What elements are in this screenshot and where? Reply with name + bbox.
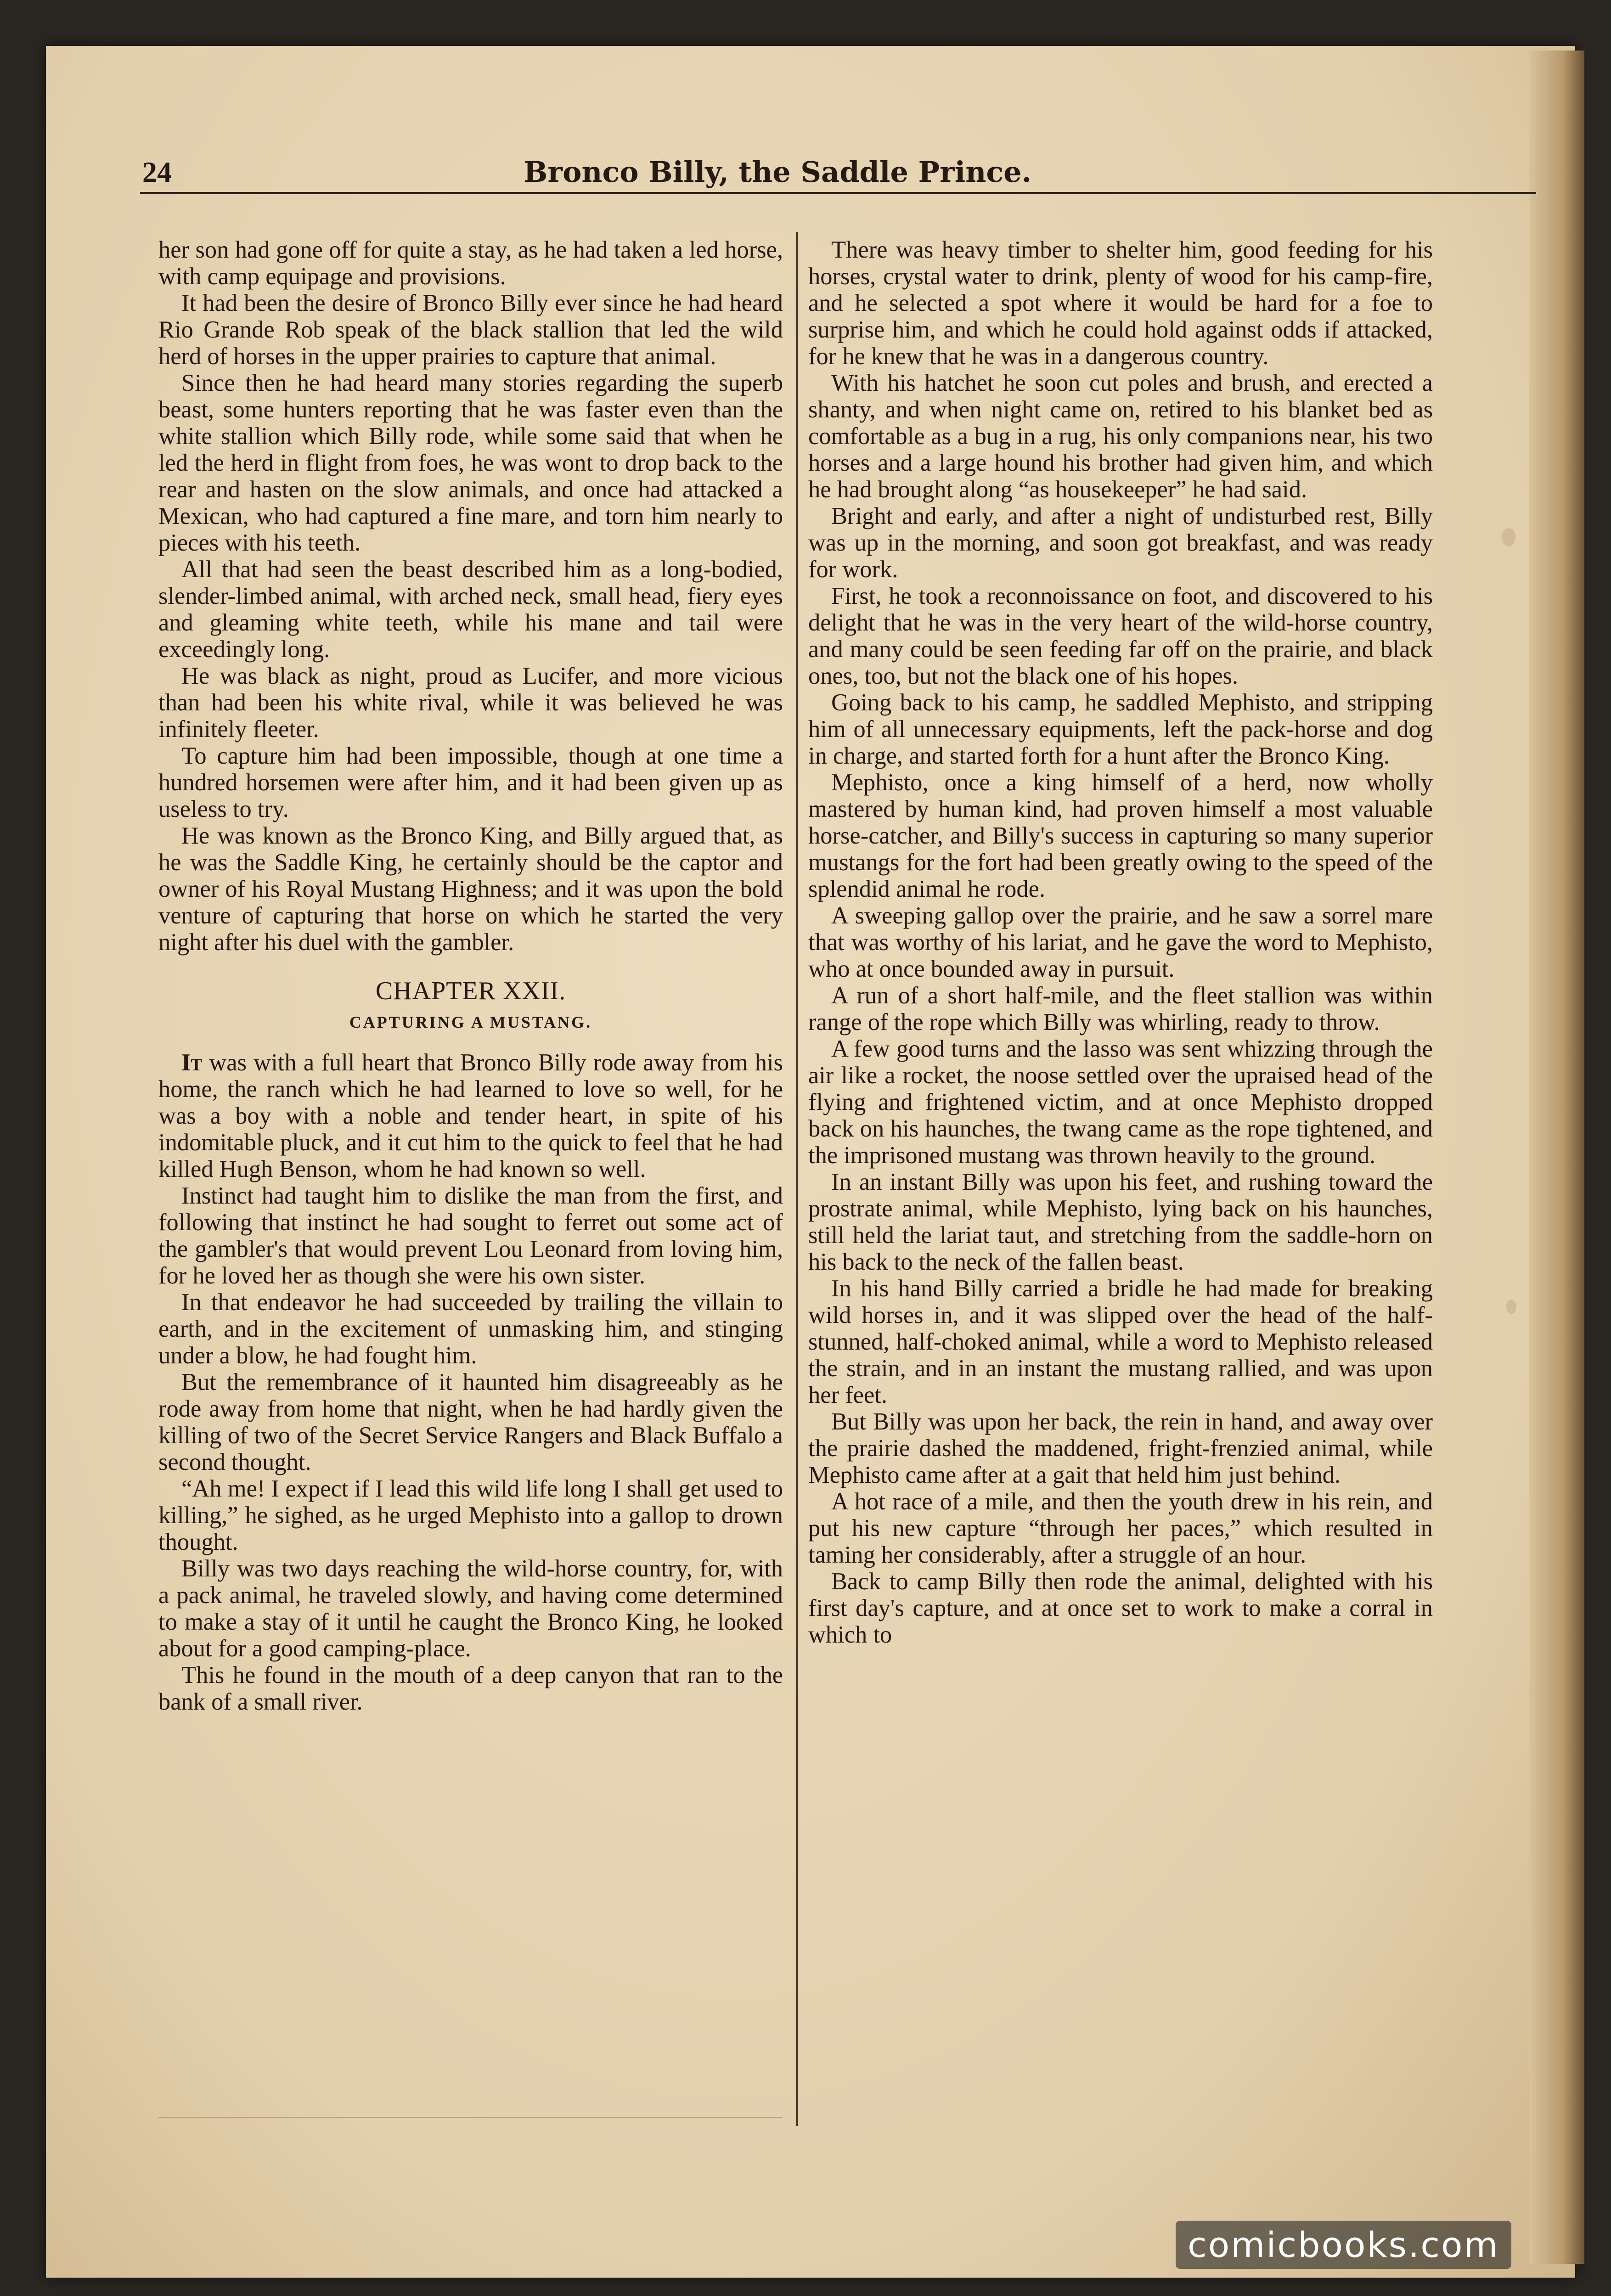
- paragraph: A sweeping gallop over the prairie, and he saw a sorrel mare that was worthy of his lariat, and he gave the word to Mephisto, who at once bounded away in pursuit.: [808, 902, 1433, 982]
- paragraph-text: was with a full heart that Bronco Billy rode away from his home, the ranch which he had learned to love so well, for he was a boy with a noble and tender heart, in spite of his indomitable pluck, and it cut him to the quick to feel that he had killed Hugh Benson, whom he had known so well.: [158, 1049, 783, 1182]
- paragraph: Instinct had taught him to dislike the man from the first, and following that instinct he had sought to ferret out some act of the gambler's that would prevent Lou Leonard from loving him, for he loved her as though she were his own sister.: [158, 1182, 783, 1289]
- running-head: Bronco Billy, the Saddle Prince.: [524, 155, 1032, 189]
- paragraph: A few good turns and the lasso was sent whizzing through the air like a rocket, the noose settled over the upraised head of the flying and frightened victim, and at once Mephisto dropped back on his haunches, the twang came as the rope tightened, and the imprisoned mustang was thrown heavily to the ground.: [808, 1035, 1433, 1169]
- paragraph: [158, 1049, 783, 1182]
- paragraph: With his hatchet he soon cut poles and brush, and erected a shanty, and when night came on, retired to his blanket bed as comfortable as a bug in a rug, his only companions near, his two horses and a large hound his brother had given him, and which he had brought along “as housekeeper” he had said.: [808, 370, 1433, 503]
- paragraph: In his hand Billy carried a bridle he had made for breaking wild horses in, and it was slipped over the head of the half-stunned, half-choked animal, while a word to Mephisto released the strain, and in an instant the mustang rallied, and was upon her feet.: [808, 1275, 1433, 1408]
- column-divider: [796, 232, 798, 2126]
- chapter-title: CHAPTER XXII.: [375, 977, 566, 1005]
- paragraph: He was known as the Bronco King, and Billy argued that, as he was the Saddle King, he certainly should be the captor and owner of his Royal Mustang Highness; and it was upon the bold venture of capturing that horse on which he started the very night after his duel with the gambler.: [158, 822, 783, 956]
- paper-stain: [1506, 1300, 1516, 1314]
- paragraph: To capture him had been impossible, though at one time a hundred horsemen were after him, and it had been given up as useless to try.: [158, 743, 783, 822]
- paper-stain: [1502, 528, 1515, 546]
- paragraph: “Ah me! I expect if I lead this wild life long I shall get used to killing,” he sighed, as he urged Mephisto into a gallop to drown thought.: [158, 1475, 783, 1555]
- header-rule: [140, 192, 1536, 194]
- paragraph: Since then he had heard many stories regarding the superb beast, some hunters reporting that he was faster even than the white stallion which Billy rode, while some said that when he led the herd in flight from foes, he was wont to drop back to the rear and hasten on the slow animals, and once had attacked a Mexican, who had captured a fine mare, and torn him nearly to pieces with his teeth.: [158, 370, 783, 556]
- book-spine: [1529, 51, 1584, 2264]
- paragraph: Billy was two days reaching the wild-horse country, for, with a pack animal, he traveled slowly, and having come determined to make a stay of it until he caught the Bronco King, he looked about for a good camping-place.: [158, 1555, 783, 1662]
- chapter-lead-word: It: [181, 1049, 203, 1076]
- bottom-rule: [158, 2117, 783, 2118]
- right-column: [808, 236, 1433, 1648]
- paragraph: All that had seen the beast described him as a long-bodied, slender-limbed animal, with arched neck, small head, fiery eyes and gleaming white teeth, while his mane and tail were exceedingly long.: [158, 556, 783, 663]
- paragraph: Going back to his camp, he saddled Mephisto, and stripping him of all unnecessary equipments, left the pack-horse and dog in charge, and started forth for a hunt after the Bronco King.: [808, 689, 1433, 769]
- left-column: [158, 236, 783, 1715]
- paragraph: First, he took a reconnoissance on foot, and discovered to his delight that he was in the very heart of the wild-horse country, and many could be seen feeding far off on the prairie, and black ones, too, but not the black one of his hopes.: [808, 583, 1433, 689]
- chapter-subtitle: CAPTURING A MUSTANG.: [349, 1013, 592, 1031]
- paragraph: In that endeavor he had succeeded by trailing the villain to earth, and in the excitement of unmasking him, and stinging under a blow, he had fought him.: [158, 1289, 783, 1369]
- paragraph: But the remembrance of it haunted him disagreeably as he rode away from home that night, when he had hardly given the killing of two of the Secret Service Rangers and Black Buffalo a second thought.: [158, 1369, 783, 1475]
- paragraph: He was black as night, proud as Lucifer, and more vicious than had been his white rival, while it was believed he was infinitely fleeter.: [158, 663, 783, 743]
- paragraph: There was heavy timber to shelter him, good feeding for his horses, crystal water to drink, plenty of wood for his camp-fire, and he selected a spot where it would be hard for a foe to surprise him, and which he could hold against odds if attacked, for he knew that he was in a dangerous country.: [808, 236, 1433, 370]
- watermark-logo: comicbooks.com: [1176, 2221, 1511, 2269]
- paragraph: A run of a short half-mile, and the fleet stallion was within range of the rope which Billy was whirling, ready to throw.: [808, 982, 1433, 1035]
- paragraph: Back to camp Billy then rode the animal, delighted with his first day's capture, and at once set to work to make a corral in which to: [808, 1568, 1433, 1648]
- paragraph: In an instant Billy was upon his feet, and rushing toward the prostrate animal, while Mephisto, lying back on his haunches, still held the lariat taut, and stretching from the saddle-horn on his back to the neck of the fallen beast.: [808, 1169, 1433, 1275]
- paragraph: Bright and early, and after a night of undisturbed rest, Billy was up in the morning, and soon got breakfast, and was ready for work.: [808, 503, 1433, 583]
- paragraph: It had been the desire of Bronco Billy ever since he had heard Rio Grande Rob speak of the black stallion that led the wild herd of horses in the upper prairies to capture that animal.: [158, 290, 783, 370]
- paragraph: her son had gone off for quite a stay, as he had taken a led horse, with camp equipage and provisions.: [158, 236, 783, 290]
- paragraph: A hot race of a mile, and then the youth drew in his rein, and put his new capture “through her paces,” which resulted in taming her considerably, after a struggle of an hour.: [808, 1488, 1433, 1568]
- paragraph: Mephisto, once a king himself of a herd, now wholly mastered by human kind, had proven himself a most valuable horse-catcher, and Billy's success in capturing so many superior mustangs for the fort had been greatly owing to the speed of the splendid animal he rode.: [808, 769, 1433, 902]
- page-number: 24: [142, 156, 172, 188]
- paragraph: This he found in the mouth of a deep canyon that ran to the bank of a small river.: [158, 1662, 783, 1715]
- paragraph: But Billy was upon her back, the rein in hand, and away over the prairie dashed the maddened, fright-frenzied animal, while Mephisto came after at a gait that held him just behind.: [808, 1408, 1433, 1488]
